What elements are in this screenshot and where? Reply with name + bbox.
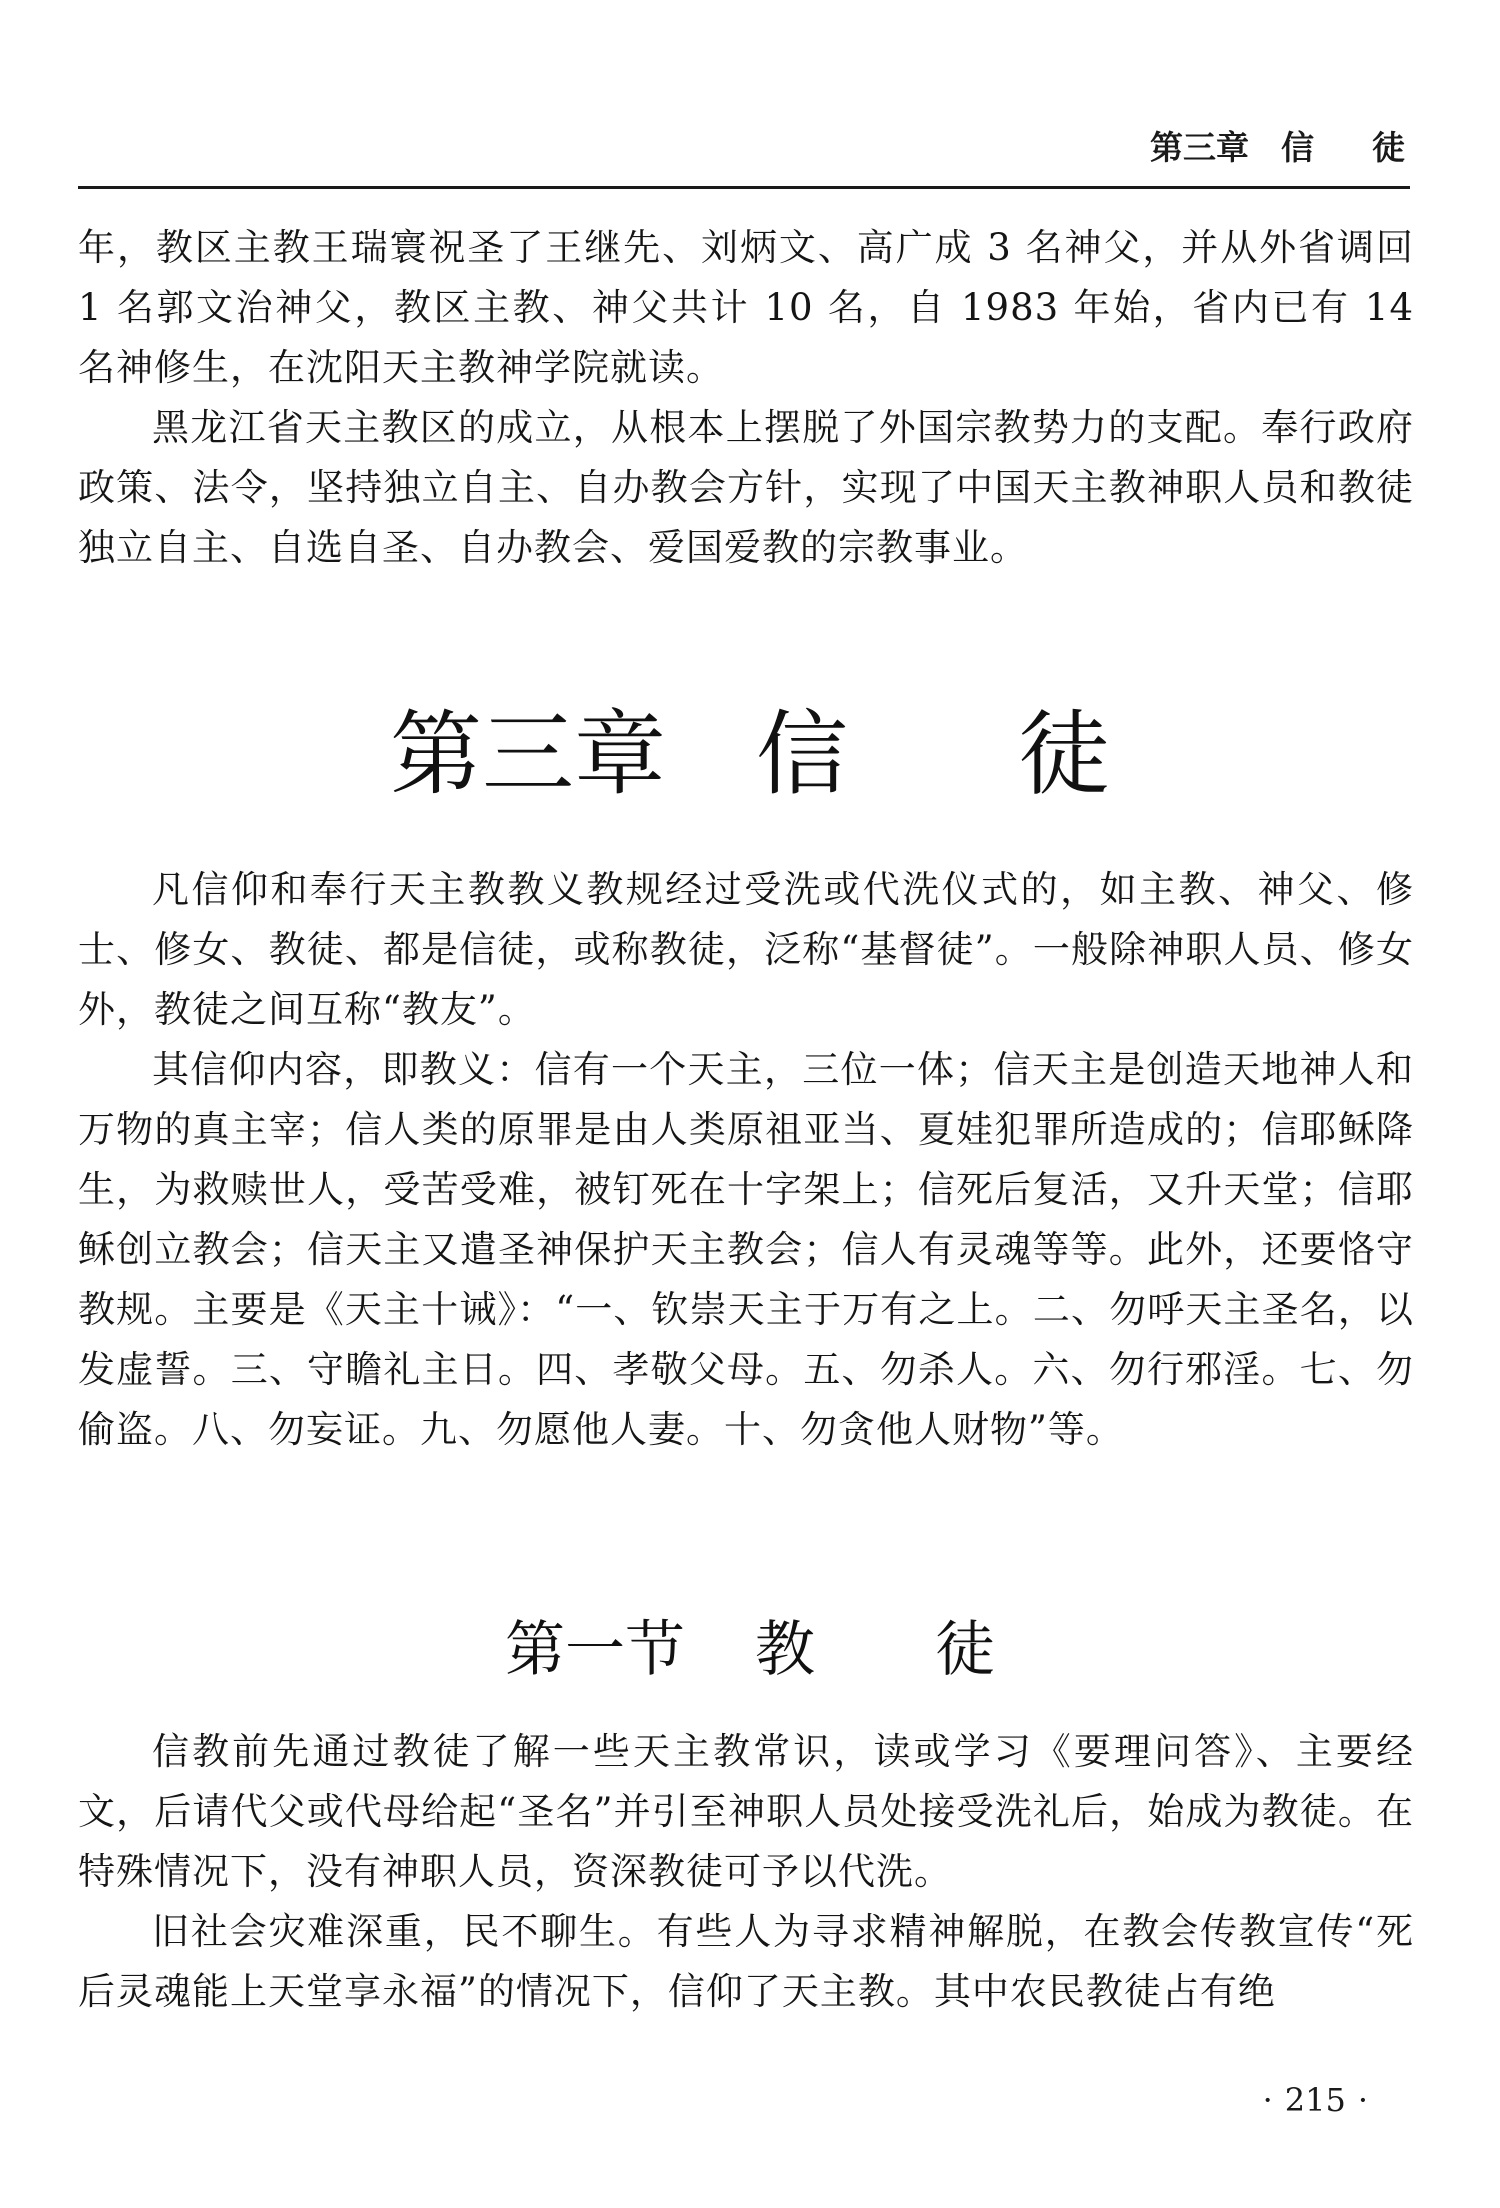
paragraph-old-society: 旧社会灾难深重，民不聊生。有些人为寻求精神解脱，在教会传教宣传“死后灵魂能上天堂享永福”的情况下，信仰了天主教。其中农民教徒占有绝 — [78, 1910, 1414, 2013]
section-title-char-1: 教 — [755, 1615, 815, 1685]
continued-text-block — [78, 218, 1414, 578]
page-number-dot-right: · — [1357, 2081, 1368, 2119]
page-number-dot-left: · — [1262, 2081, 1273, 2119]
running-head — [1150, 128, 1405, 168]
chapter-intro-text-block — [78, 860, 1414, 1460]
paragraph-believers-definition: 凡信仰和奉行天主教教义教规经过受洗或代洗仪式的，如主教、神父、修士、修女、教徒、都是信徒，或称教徒，泛称“基督徒”。一般除神职人员、修女外，教徒之间互称“教友”。 — [78, 868, 1414, 1031]
chapter-title-char-2: 徒 — [1018, 701, 1111, 808]
paragraph-baptism: 信教前先通过教徒了解一些天主教常识，读或学习《要理问答》、主要经文，后请代父或代母给起“圣名”并引至神职人员处接受洗礼后，始成为教徒。在特殊情况下，没有神职人员，资深教徒可予以代洗。 — [78, 1730, 1414, 1893]
paragraph-heilongjiang-diocese: 黑龙江省天主教区的成立，从根本上摆脱了外国宗教势力的支配。奉行政府政策、法令，坚持独立自主、自办教会方针，实现了中国天主教神职人员和教徒独立自主、自选自圣、自办教会、爱国爱教的宗教事业。 — [78, 406, 1414, 569]
chapter-title-char-1: 信 — [755, 701, 848, 808]
paragraph-continued: 年，教区主教王瑞寰祝圣了王继先、刘炳文、高广成 3 名神父，并从外省调回 1 名郭文治神父，教区主教、神父共计 10 名，自 1983 年始，省内已有 14 名神修生，在沈阳天主教神学院就读。 — [78, 226, 1414, 389]
page-number-value: 215 — [1284, 2081, 1346, 2119]
chapter-title-number: 第三章 — [389, 701, 666, 808]
section-title — [0, 1610, 1500, 1690]
running-head-chapter: 第三章 — [1150, 128, 1249, 167]
section-title-number: 第一节 — [505, 1615, 685, 1685]
paragraph-doctrine: 其信仰内容，即教义：信有一个天主，三位一体；信天主是创造天地神人和万物的真主宰；信人类的原罪是由人类原祖亚当、夏娃犯罪所造成的；信耶稣降生，为救赎世人，受苦受难，被钉死在十字架上；信死后复活，又升天堂；信耶稣创立教会；信天主又遣圣神保护天主教会；信人有灵魂等等。此外，还要恪守教规。主要是《天主十诫》：“一、钦崇天主于万有之上。二、勿呼天主圣名，以发虚誓。三、守瞻礼主日。四、孝敬父母。五、勿杀人。六、勿行邪淫。七、勿偷盗。八、勿妄证。九、勿愿他人妻。十、勿贪他人财物”等。 — [78, 1048, 1414, 1451]
page-number — [1251, 2080, 1380, 2120]
running-head-char-2: 徒 — [1372, 128, 1405, 167]
chapter-title — [0, 700, 1500, 810]
section-text-block — [78, 1722, 1414, 2022]
section-title-char-2: 徒 — [935, 1615, 995, 1685]
running-head-char-1: 信 — [1281, 128, 1314, 167]
header-rule — [78, 186, 1410, 189]
